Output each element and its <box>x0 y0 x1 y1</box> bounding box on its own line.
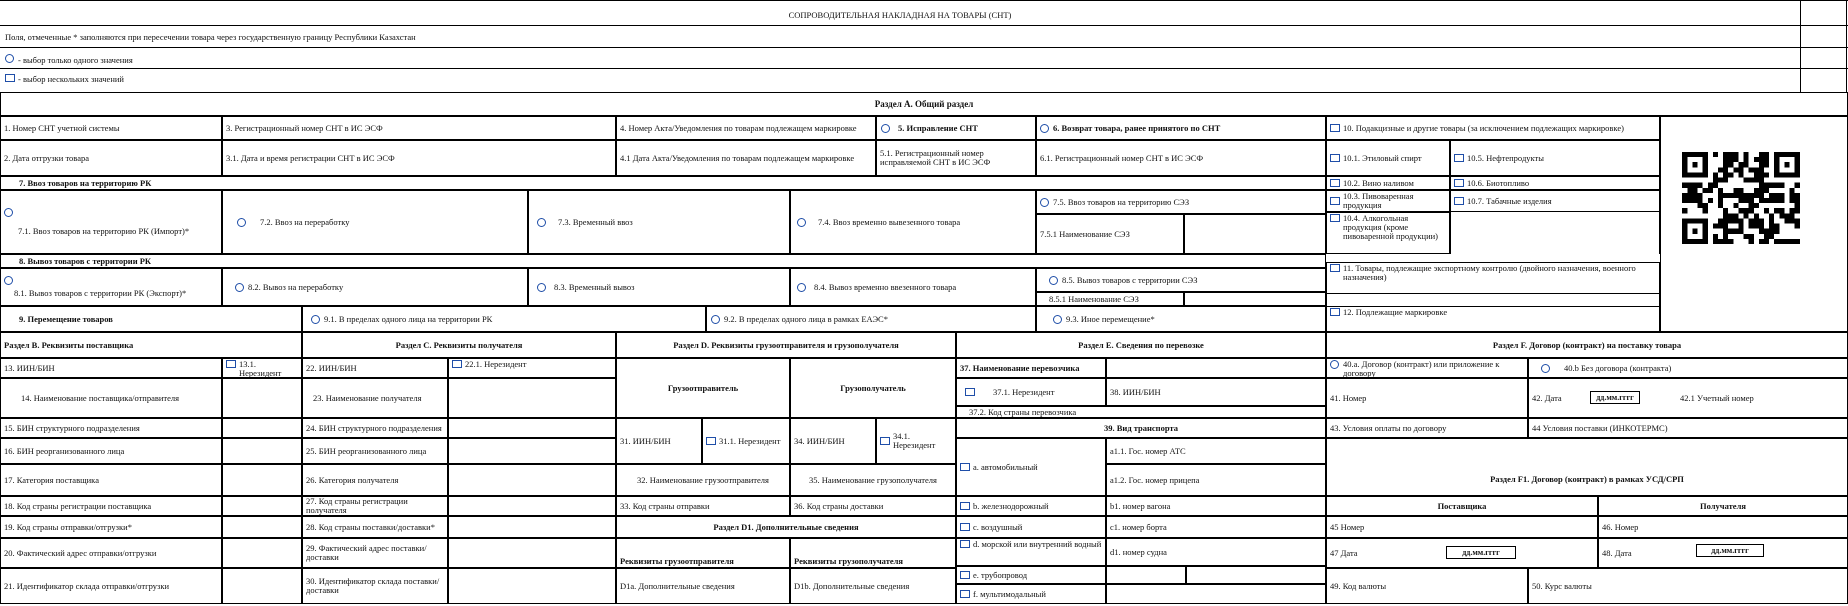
field-31-shipper-iin[interactable]: 31. ИИН/БИН <box>616 418 702 464</box>
field-14-supplier-name[interactable]: 14. Наименование поставщика/отправителя <box>0 378 222 418</box>
radio-icon <box>5 54 14 63</box>
radio-icon[interactable] <box>797 283 806 292</box>
field-13-iin-bin[interactable]: 13. ИИН/БИН <box>0 358 222 378</box>
checkbox-icon[interactable] <box>1330 124 1340 132</box>
field-40a-label: 40.a. Договор (контракт) или приложение к договору <box>1343 359 1500 378</box>
field-d1a-additional[interactable]: D1a. Дополнительные сведения <box>616 568 790 604</box>
checkbox-icon[interactable] <box>1330 308 1340 316</box>
section-e-title: Раздел E. Сведения по перевозке <box>956 332 1326 358</box>
field-6-1-registration-number[interactable]: 6.1. Регистрационный номер СНТ в ИС ЭСФ <box>1036 140 1326 176</box>
field-37-2-carrier-country[interactable]: 37.2. Код страны перевозчика <box>956 406 1326 418</box>
field-37-carrier-name[interactable]: 37. Наименование перевозчика <box>956 358 1106 378</box>
field-8-2-processing[interactable] <box>222 268 528 306</box>
field-45-number[interactable]: 45 Номер <box>1326 516 1598 538</box>
field-9-1-label: 9.1. В пределах одного лица на территории РК <box>324 313 493 324</box>
field-7-4-reimport[interactable] <box>790 190 1036 254</box>
field-18-registration-country[interactable]: 18. Код страны регистрации поставщика <box>0 496 222 516</box>
field-20-dispatch-address[interactable]: 20. Фактический адрес отправки/отгрузки <box>0 538 222 568</box>
field-25-reorganized-bin[interactable]: 25. БИН реорганизованного лица <box>302 438 448 464</box>
field-b1-wagon-number[interactable]: b1. номер вагона <box>1106 496 1326 516</box>
field-25-input[interactable] <box>448 438 616 464</box>
field-10-5[interactable] <box>1450 140 1660 176</box>
field-23-input[interactable] <box>448 378 616 418</box>
field-7-5-label: 7.5. Ввоз товаров на территорию СЭЗ <box>1053 196 1190 207</box>
field-14-input[interactable] <box>222 378 302 418</box>
f1-supplier-header: Поставщика <box>1326 496 1598 516</box>
shipper-header: Грузоотправитель <box>616 358 790 418</box>
field-9-3-other[interactable] <box>1036 306 1326 332</box>
radio-icon[interactable] <box>1541 364 1550 373</box>
section-f1-title: Раздел F1. Договор (контракт) в рамках УСД/СРП <box>1326 464 1848 496</box>
d1-consignee-header: Реквизиты грузополучателя <box>790 538 956 568</box>
field-48-date-input[interactable]: дд.мм.гггг <box>1696 544 1764 557</box>
field-7-import-header: 7. Ввоз товаров на территорию РК <box>0 176 1326 190</box>
radio-icon[interactable] <box>881 124 890 133</box>
transport-multimodal-label: f. мультимодальный <box>973 588 1046 599</box>
field-d1-vessel-number[interactable]: d1. номер судна <box>1106 538 1326 566</box>
checkbox-icon[interactable] <box>1454 154 1464 162</box>
field-37-1-label: 37.1. Нерезидент <box>993 386 1055 397</box>
field-42-date-input[interactable]: дд.мм.гггг <box>1590 391 1640 404</box>
field-f-input[interactable] <box>1106 584 1326 604</box>
field-10-4-label: 10.4. Алкогольная продукция (кроме пивоваренной продукции) <box>1343 213 1439 241</box>
field-21-input[interactable] <box>222 568 302 604</box>
field-24-structural-bin[interactable]: 24. БИН структурного подразделения <box>302 418 448 438</box>
checkbox-icon <box>5 74 15 82</box>
field-50-exchange-rate[interactable]: 50. Курс валюты <box>1528 568 1848 604</box>
field-5-1-corrected-number[interactable]: 5.1. Регистрационный номер исправляемой СНТ в ИС ЭСФ <box>876 140 1036 176</box>
field-31-1-label: 31.1. Нерезидент <box>719 435 781 446</box>
field-8-1-label: 8.1. Вывоз товаров с территории РК (Экспорт)* <box>14 288 187 298</box>
consignee-header: Грузополучатель <box>790 358 956 418</box>
field-10-1[interactable] <box>1326 140 1450 176</box>
section-a-title: Раздел А. Общий раздел <box>0 92 1848 116</box>
radio-icon[interactable] <box>1040 198 1049 207</box>
rule <box>1846 0 1847 92</box>
field-8-5-1-sez-name: 8.5.1 Наименование СЭЗ <box>1036 292 1184 306</box>
field-8-3-temporary-export[interactable] <box>528 268 790 306</box>
field-11-export-control[interactable] <box>1326 262 1660 294</box>
field-c1-board-number[interactable]: c1. номер борта <box>1106 516 1326 538</box>
field-8-4-reexport[interactable] <box>790 268 1036 306</box>
field-13-1-nonresident[interactable] <box>222 358 302 378</box>
rule <box>0 25 1848 26</box>
field-10-3[interactable] <box>1326 190 1450 212</box>
checkbox-icon[interactable] <box>960 502 970 510</box>
transport-sea-label: d. морской или внутренний водный <box>973 539 1102 549</box>
field-39-transport-type: 39. Вид транспорта <box>956 418 1326 438</box>
field-e-input-2[interactable] <box>1186 566 1326 584</box>
field-12-label: 12. Подлежащие маркировке <box>1343 307 1448 317</box>
section-c-title: Раздел C. Реквизиты получателя <box>302 332 616 358</box>
field-8-2-label: 8.2. Вывоз на переработку <box>248 281 344 292</box>
radio-icon[interactable] <box>235 283 244 292</box>
field-32-shipper-name[interactable]: 32. Наименование грузоотправителя <box>616 464 790 496</box>
checkbox-icon[interactable] <box>960 540 970 548</box>
field-31-1-nonresident[interactable] <box>702 418 790 464</box>
field-41-number[interactable]: 41. Номер <box>1326 378 1528 418</box>
field-17-supplier-category[interactable]: 17. Категория поставщика <box>0 464 222 496</box>
field-10-label: 10. Подакцизные и другие товары (за исключением подлежащих маркировке) <box>1343 122 1624 133</box>
checkbox-icon[interactable] <box>965 388 975 396</box>
radio-icon[interactable] <box>1049 276 1058 285</box>
section-f-spacer <box>1326 438 1848 464</box>
field-37-1-nonresident[interactable] <box>956 378 1106 406</box>
field-18-input[interactable] <box>222 496 302 516</box>
radio-icon[interactable] <box>1053 315 1062 324</box>
field-27-input[interactable] <box>448 496 616 516</box>
radio-icon[interactable] <box>4 276 13 285</box>
field-8-3-label: 8.3. Временный вывоз <box>554 281 635 292</box>
field-38-iin-bin[interactable]: 38. ИИН/БИН <box>1106 378 1326 406</box>
field-43-payment-terms[interactable]: 43. Условия оплаты по договору <box>1326 418 1528 438</box>
field-8-5-1-input[interactable] <box>1184 292 1326 306</box>
radio-icon[interactable] <box>537 218 546 227</box>
field-34-1-label: 34.1. Нерезидент <box>893 431 936 450</box>
field-10-1-label: 10.1. Этиловый спирт <box>1343 152 1422 163</box>
field-1-snt-number[interactable]: 1. Номер СНТ учетной системы <box>0 116 222 140</box>
field-6-label: 6. Возврат товара, ранее принятого по СНТ <box>1053 122 1221 133</box>
field-22-1-label: 22.1. Нерезидент <box>465 359 527 369</box>
field-11-label: 11. Товары, подлежащие экспортному контролю (двойного назначения, военного назначения) <box>1343 263 1636 282</box>
form-title: СОПРОВОДИТЕЛЬНАЯ НАКЛАДНАЯ НА ТОВАРЫ (СНТ) <box>788 10 1012 20</box>
field-7-1-import[interactable] <box>0 190 222 254</box>
rule <box>0 68 1848 69</box>
field-40b-no-contract[interactable] <box>1528 358 1848 378</box>
rule <box>0 47 1848 48</box>
field-a1-1-plate[interactable]: a1.1. Гос. номер АТС <box>1106 438 1326 464</box>
field-44-incoterms[interactable]: 44 Условия поставки (ИНКОТЕРМС) <box>1528 418 1848 438</box>
field-24-input[interactable] <box>448 418 616 438</box>
radio-icon[interactable] <box>311 315 320 324</box>
field-10-6-label: 10.6. Биотопливо <box>1467 177 1530 188</box>
field-a1-2-trailer-plate[interactable]: a1.2. Гос. номер прицепа <box>1106 464 1326 496</box>
field-12-marking[interactable] <box>1326 306 1660 332</box>
field-5-label: 5. Исправление СНТ <box>898 122 978 133</box>
field-e-input[interactable] <box>1106 566 1186 584</box>
checkbox-icon[interactable] <box>880 437 890 445</box>
field-15-input[interactable] <box>222 418 302 438</box>
field-11-spacer <box>1326 294 1660 306</box>
radio-icon[interactable] <box>1330 360 1339 369</box>
checkbox-icon[interactable] <box>960 523 970 531</box>
transport-sea[interactable] <box>956 538 1106 566</box>
field-13-1-label: 13.1. Нерезидент <box>239 359 282 378</box>
field-10-2[interactable] <box>1326 176 1450 190</box>
section-f-title: Раздел F. Договор (контракт) на поставку товара <box>1326 332 1848 358</box>
field-29-delivery-address[interactable]: 29. Фактический адрес поставки/доставки <box>302 538 448 568</box>
transport-air[interactable] <box>956 516 1106 538</box>
f1-recipient-header: Получателя <box>1598 496 1848 516</box>
field-28-input[interactable] <box>448 516 616 538</box>
qr-code-icon <box>1682 152 1800 244</box>
checkbox-icon[interactable] <box>1330 264 1340 272</box>
field-8-4-label: 8.4. Вывоз временно ввезенного товара <box>814 281 957 292</box>
radio-icon[interactable] <box>1040 124 1049 133</box>
field-7-5-1-input[interactable] <box>1184 214 1326 254</box>
field-7-3-label: 7.3. Временный ввоз <box>558 216 633 227</box>
field-33-dispatch-country[interactable]: 33. Код страны отправки <box>616 496 790 516</box>
field-7-1-label: 7.1. Ввоз товаров на территорию РК (Импорт)* <box>18 226 190 236</box>
field-10-6[interactable] <box>1450 176 1660 190</box>
field-6-return[interactable] <box>1036 116 1326 140</box>
field-4-1-act-date[interactable]: 4.1 Дата Акта/Уведомления по товарам подлежащем маркировке <box>616 140 876 176</box>
legend-checkbox <box>5 74 124 84</box>
field-49-currency-code[interactable]: 49. Код валюты <box>1326 568 1528 604</box>
checkbox-icon[interactable] <box>1330 179 1340 187</box>
checkbox-icon[interactable] <box>1330 154 1340 162</box>
field-7-5-sez-import[interactable] <box>1036 190 1326 214</box>
field-35-consignee-name[interactable]: 35. Наименование грузополучателя <box>790 464 956 496</box>
radio-icon[interactable] <box>237 218 246 227</box>
field-7-3-temporary-import[interactable] <box>528 190 790 254</box>
field-9-movement: 9. Перемещение товаров <box>0 306 302 332</box>
transport-auto-label: a. автомобильный <box>973 461 1038 472</box>
transport-air-label: c. воздушный <box>973 521 1023 532</box>
field-40b-label: 40.b Без договора (контракта) <box>1564 362 1672 373</box>
rule <box>0 0 1848 1</box>
rule <box>1800 0 1801 92</box>
field-10-4[interactable] <box>1326 212 1450 254</box>
field-10-7-label: 10.7. Табачные изделия <box>1467 195 1552 206</box>
field-9-3-label: 9.3. Иное перемещение* <box>1066 313 1155 324</box>
transport-rail-label: b. железнодорожный <box>973 500 1049 511</box>
field-5-correction[interactable] <box>876 116 1036 140</box>
field-8-5-label: 8.5. Вывоз товаров с территории СЭЗ <box>1062 274 1198 285</box>
checkbox-icon[interactable] <box>226 360 236 368</box>
field-10-excise[interactable] <box>1326 116 1660 140</box>
field-8-export-header: 8. Вывоз товаров с территории РК <box>0 254 1326 268</box>
checkbox-icon[interactable] <box>960 463 970 471</box>
required-note: Поля, отмеченные * заполняются при пересечении товара через государственную границу Республики Казахстан <box>5 32 416 42</box>
field-15-structural-bin[interactable]: 15. БИН структурного подразделения <box>0 418 222 438</box>
checkbox-icon[interactable] <box>706 437 716 445</box>
field-30-input[interactable] <box>448 568 616 604</box>
field-48-label: 48. Дата <box>1602 547 1632 558</box>
field-27-registration-country[interactable]: 27. Код страны регистрации получателя <box>302 496 448 516</box>
field-37-input[interactable] <box>1106 358 1326 378</box>
checkbox-icon[interactable] <box>1454 179 1464 187</box>
field-46-number[interactable]: 46. Номер <box>1598 516 1848 538</box>
legend-checkbox-text: - выбор нескольких значений <box>18 74 124 84</box>
field-7-2-label: 7.2. Ввоз на переработку <box>260 216 350 227</box>
field-19-input[interactable] <box>222 516 302 538</box>
radio-icon[interactable] <box>797 218 806 227</box>
field-17-input[interactable] <box>222 464 302 496</box>
field-19-dispatch-country[interactable]: 19. Код страны отправки/отгрузки* <box>0 516 222 538</box>
checkbox-icon[interactable] <box>452 360 462 368</box>
radio-icon[interactable] <box>537 283 546 292</box>
field-30-delivery-warehouse[interactable]: 30. Идентификатор склада поставки/доставки <box>302 568 448 604</box>
transport-multimodal[interactable] <box>956 584 1106 604</box>
field-8-5-sez-export[interactable] <box>1036 268 1326 292</box>
field-26-input[interactable] <box>448 464 616 496</box>
transport-rail[interactable] <box>956 496 1106 516</box>
field-10-7[interactable] <box>1450 190 1660 212</box>
field-47-date-input[interactable]: дд.мм.гггг <box>1446 546 1516 559</box>
field-26-recipient-category[interactable]: 26. Категория получателя <box>302 464 448 496</box>
transport-auto[interactable] <box>956 438 1106 496</box>
field-22-1-nonresident[interactable] <box>448 358 616 378</box>
field-7-4-label: 7.4. Ввоз временно вывезенного товара <box>818 216 961 227</box>
field-10-3-label: 10.3. Пивоваренная продукция <box>1343 191 1414 210</box>
field-20-input[interactable] <box>222 538 302 568</box>
field-d1b-additional[interactable]: D1b. Дополнительные сведения <box>790 568 956 604</box>
checkbox-icon[interactable] <box>1454 197 1464 205</box>
field-4-act-number[interactable]: 4. Номер Акта/Уведомления по товарам подлежащем маркировке <box>616 116 876 140</box>
field-42-label: 42. Дата <box>1532 392 1562 403</box>
d1-shipper-header: Реквизиты грузоотправителя <box>616 538 790 568</box>
field-22-iin-bin[interactable]: 22. ИИН/БИН <box>302 358 448 378</box>
section-d-title: Раздел D. Реквизиты грузоотправителя и грузополучателя <box>616 332 956 358</box>
transport-pipeline-label: e. трубопровод <box>973 569 1028 580</box>
field-10-2-label: 10.2. Вино наливом <box>1343 177 1414 188</box>
section-d1-title: Раздел D1. Дополнительные сведения <box>616 516 956 538</box>
radio-icon[interactable] <box>4 208 13 217</box>
field-36-delivery-country[interactable]: 36. Код страны доставки <box>790 496 956 516</box>
checkbox-icon[interactable] <box>960 590 970 598</box>
radio-icon[interactable] <box>711 315 720 324</box>
field-9-2-eaeu[interactable] <box>706 306 1036 332</box>
legend-radio-text: - выбор только одного значения <box>18 55 133 65</box>
field-2-shipment-date[interactable]: 2. Дата отгрузки товара <box>0 140 222 176</box>
field-34-consignee-iin[interactable]: 34. ИИН/БИН <box>790 418 876 464</box>
field-16-reorganized-bin[interactable]: 16. БИН реорганизованного лица <box>0 438 222 464</box>
field-8-1-export[interactable] <box>0 268 222 306</box>
field-9-1-domestic[interactable] <box>302 306 706 332</box>
field-3-1-registration-date[interactable]: 3.1. Дата и время регистрации СНТ в ИС ЭСФ <box>222 140 616 176</box>
field-34-1-nonresident[interactable] <box>876 418 956 464</box>
checkbox-icon[interactable] <box>1330 214 1340 222</box>
checkbox-icon[interactable] <box>960 571 970 579</box>
checkbox-icon[interactable] <box>1330 197 1340 205</box>
field-29-input[interactable] <box>448 538 616 568</box>
field-10-5-label: 10.5. Нефтепродукты <box>1467 152 1544 163</box>
field-40a-contract[interactable] <box>1326 358 1528 378</box>
field-42-1-account-number[interactable]: 42.1 Учетный номер <box>1680 393 1754 403</box>
field-7-5-1-sez-name: 7.5.1 Наименование СЭЗ <box>1036 214 1184 254</box>
field-23-recipient-name[interactable]: 23. Наименование получателя <box>302 378 448 418</box>
legend-radio <box>5 54 133 65</box>
field-3-registration-number[interactable]: 3. Регистрационный номер СНТ в ИС ЭСФ <box>222 116 616 140</box>
field-7-2-processing[interactable] <box>222 190 528 254</box>
transport-pipeline[interactable] <box>956 566 1106 584</box>
field-47-label: 47 Дата <box>1330 547 1358 558</box>
field-10-4-spacer <box>1450 212 1660 254</box>
field-28-delivery-country[interactable]: 28. Код страны поставки/доставки* <box>302 516 448 538</box>
field-16-input[interactable] <box>222 438 302 464</box>
section-b-title: Раздел B. Реквизиты поставщика <box>0 332 302 358</box>
field-9-2-label: 9.2. В пределах одного лица в рамках ЕАЭС* <box>724 313 888 324</box>
field-21-dispatch-warehouse[interactable]: 21. Идентификатор склада отправки/отгрузки <box>0 568 222 604</box>
